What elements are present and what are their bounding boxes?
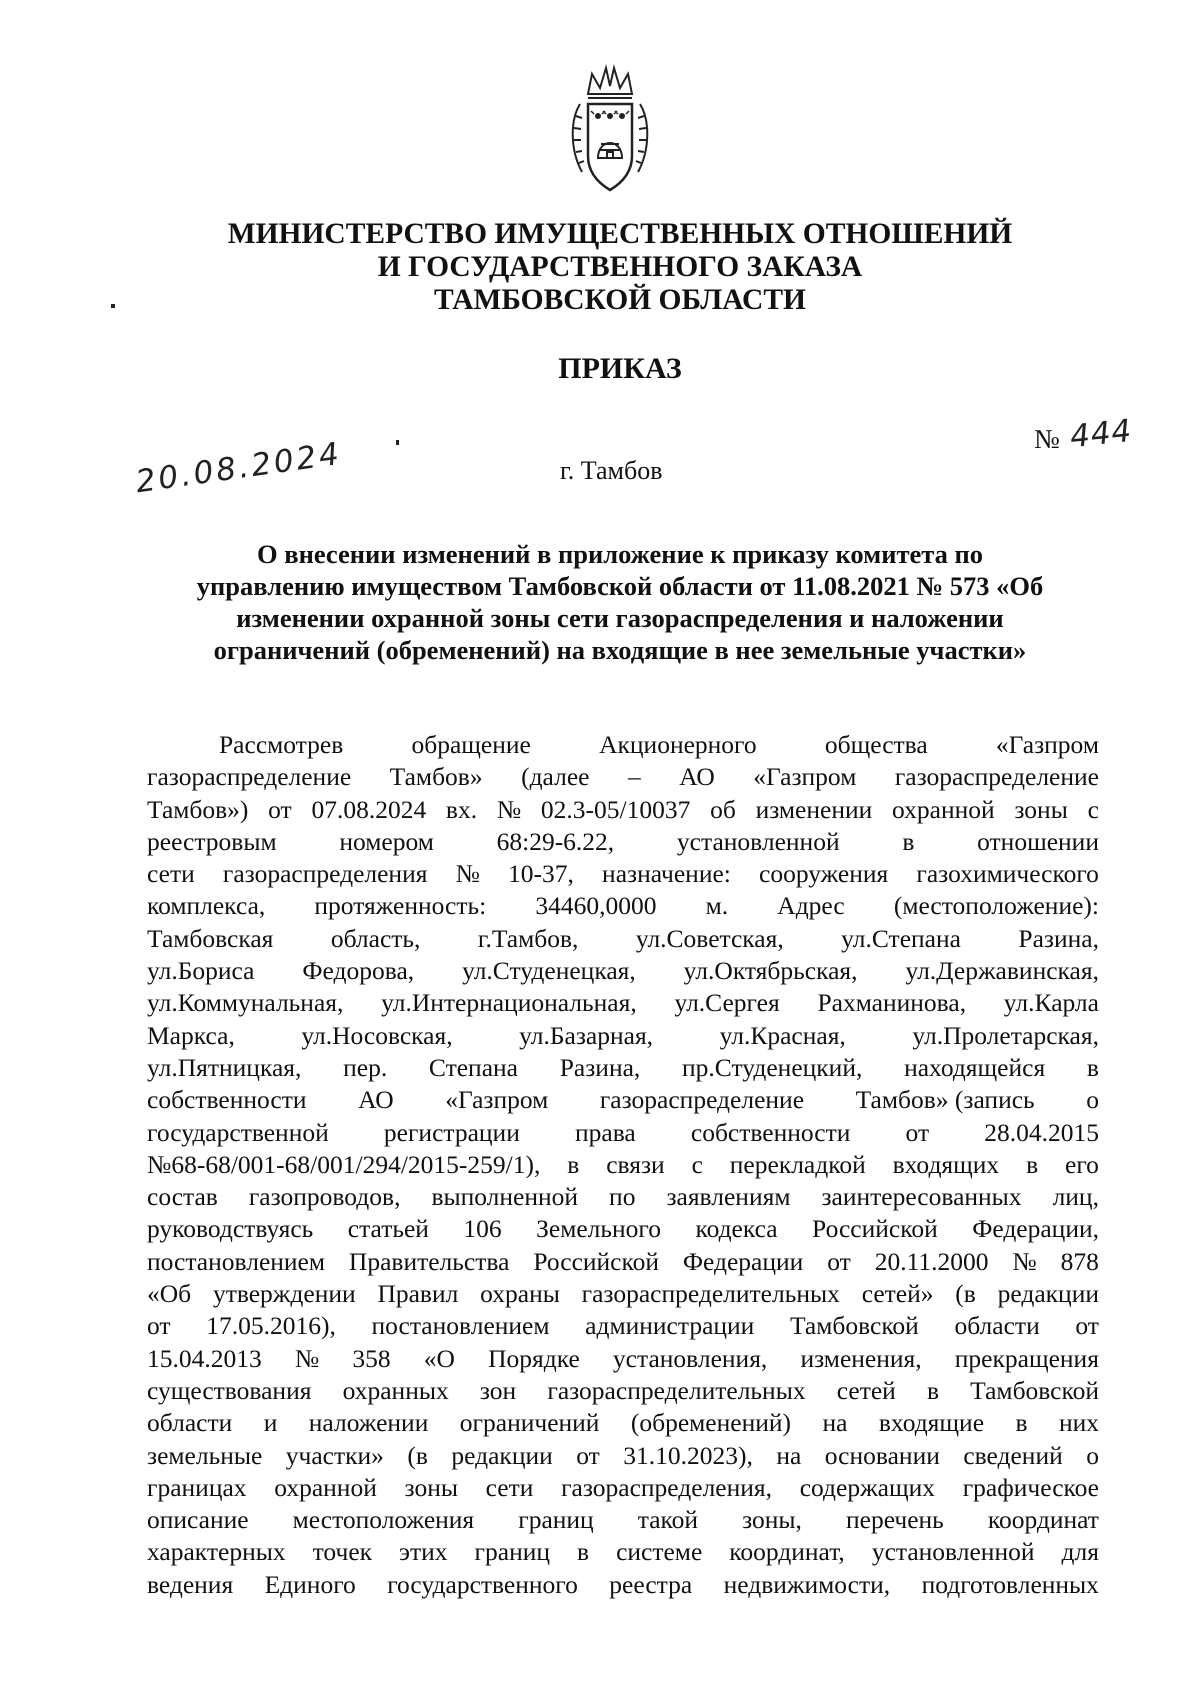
body-word: от (268, 794, 292, 824)
body-word: такой (637, 1505, 699, 1535)
body-word: ул.Октябрьская, (683, 956, 858, 986)
body-word: газопроводов, (248, 1182, 401, 1212)
ministry-name (120, 218, 1120, 317)
body-word: реестра (609, 1569, 693, 1599)
body-word: Рассмотрев (219, 730, 344, 759)
body-word: отношении (977, 826, 1099, 856)
body-word: перекладкой (729, 1149, 866, 1179)
body-line (147, 1020, 1099, 1052)
scan-mark (396, 440, 399, 445)
body-word: Степана (428, 1052, 518, 1082)
coat-of-arms-icon (566, 60, 654, 200)
body-line (147, 1440, 1099, 1472)
body-word: обращение (411, 730, 531, 759)
body-line (147, 729, 1099, 761)
body-word: № (1012, 1246, 1037, 1276)
body-word: 20.11.2000 (874, 1246, 989, 1276)
body-word: ведения (147, 1569, 234, 1599)
body-word: ул.Пятницкая, (147, 1052, 302, 1082)
body-word: редакции (451, 1440, 553, 1470)
body-word: – (627, 762, 641, 792)
body-word: Федерации (682, 1246, 804, 1276)
body-line (147, 1084, 1099, 1116)
body-word: границ (518, 1505, 594, 1535)
body-word: этих (399, 1537, 448, 1567)
body-word: в (1086, 1052, 1099, 1082)
body-word: от (827, 1246, 851, 1276)
body-word: в (902, 826, 915, 856)
body-word: лиц, (1052, 1182, 1099, 1212)
body-word: ул.Державинская, (905, 956, 1099, 986)
subject-line: изменении охранной зоны сети газораспределения и наложении (236, 603, 1004, 633)
body-word: права (575, 1117, 636, 1147)
body-word: АО (358, 1085, 394, 1115)
body-word: на (822, 1408, 848, 1438)
body-word: 358 (352, 1343, 391, 1373)
body-word: заинтересованных (821, 1182, 1022, 1212)
body-line (147, 1407, 1099, 1439)
body-word: газораспределения (222, 859, 428, 889)
subject-line: О внесении изменений в приложение к приказу комитета по (257, 539, 983, 569)
body-word: его (1065, 1149, 1099, 1179)
body-word: (далее (521, 762, 590, 792)
subject-line: управлению имуществом Тамбовской области от 11.08.2021 № 573 «Об (196, 571, 1044, 601)
body-word: «Об (147, 1279, 192, 1309)
body-word: об (710, 794, 736, 824)
body-word: Рахманинова, (817, 988, 967, 1018)
body-word: Тамбовской (789, 1311, 919, 1341)
body-word: утверждении (212, 1279, 356, 1309)
body-word: ул.Красная, (719, 1020, 846, 1050)
order-number: 444 (1068, 412, 1134, 456)
body-word: зон (479, 1375, 517, 1405)
body-word: сети (147, 859, 195, 889)
body-word: газораспределение (894, 762, 1099, 792)
body-word: на (776, 1440, 802, 1470)
order-date: 20.08.2024 (133, 435, 344, 501)
body-word: газораспределения, (561, 1472, 773, 1502)
body-word: области (147, 1408, 233, 1438)
body-word: графическое (962, 1472, 1099, 1502)
body-line (147, 1246, 1099, 1278)
body-word: 106 (463, 1214, 502, 1244)
body-line (147, 1343, 1099, 1375)
body-word: границ (474, 1537, 551, 1567)
body-word: них (1058, 1408, 1099, 1438)
body-word: Порядке (488, 1343, 580, 1373)
ministry-line: И ГОСУДАРСТВЕННОГО ЗАКАЗА (377, 251, 863, 283)
body-word: Тамбов» (запись (855, 1085, 1035, 1115)
body-word: Правительства (348, 1246, 510, 1276)
body-word: сетей» (861, 1279, 934, 1309)
body-word: пер. (343, 1052, 388, 1082)
body-word: протяженность: (314, 891, 487, 921)
body-word: Единого (264, 1569, 356, 1599)
body-word: «О (423, 1343, 455, 1373)
body-word: установленной (871, 1537, 1035, 1567)
body-word: Разина, (1018, 923, 1099, 953)
body-word: регистрации (383, 1117, 520, 1147)
body-word: ул.Советская, (635, 923, 784, 953)
ministry-line: МИНИСТЕРСТВО ИМУЩЕСТВЕННЫХ ОТНОШЕНИЙ (227, 218, 1013, 250)
body-word: 878 (1060, 1246, 1099, 1276)
body-word: (в (407, 1440, 428, 1470)
body-word: ул.Бориса (147, 956, 255, 986)
body-word: Федорова, (302, 956, 415, 986)
body-word: о (1086, 1440, 1099, 1470)
body-line (147, 1310, 1099, 1342)
body-word: прекращения (954, 1343, 1099, 1373)
body-line (147, 923, 1099, 955)
body-word: 02.3-05/10037 (540, 794, 691, 824)
body-word: 28.04.2015 (984, 1117, 1099, 1147)
body-word: ул.Степана (841, 923, 961, 953)
body-word: 31.10.2023), (623, 1440, 753, 1470)
body-line (147, 1278, 1099, 1310)
body-line (147, 1504, 1099, 1536)
body-word: ул.Коммунальная, (147, 988, 344, 1018)
body-line (147, 987, 1099, 1019)
body-word: содержащих (799, 1472, 936, 1502)
body-word: «Газпром (445, 1085, 549, 1115)
body-word: АО (679, 762, 715, 792)
body-word: Разина, (559, 1052, 641, 1082)
body-word: газораспределение (599, 1085, 805, 1115)
body-word: собственности (690, 1117, 851, 1147)
body-word: зоны (1014, 794, 1068, 824)
body-word: государственной (147, 1117, 329, 1147)
city: г. Тамбов (560, 456, 663, 485)
body-word: пр.Студенецкий, (682, 1052, 863, 1082)
body-line (147, 1375, 1099, 1407)
body-word: редакции (997, 1279, 1099, 1309)
scan-mark (111, 304, 115, 308)
body-word: Земельного (536, 1214, 661, 1244)
body-word: ул.Интернациональная, (381, 988, 637, 1018)
body-word: газораспределительных (581, 1279, 840, 1309)
body-word: существования (147, 1375, 312, 1405)
body-word: характерных (147, 1537, 286, 1567)
body-word: газохимического (916, 859, 1099, 889)
body-word: зоны (404, 1472, 458, 1502)
body-word: для (1061, 1537, 1099, 1567)
body-line (147, 794, 1099, 826)
body-line (147, 1052, 1099, 1084)
body-word: координат, (729, 1537, 845, 1567)
body-word: области (954, 1311, 1040, 1341)
body-word: связи (606, 1149, 665, 1179)
body-word: местоположения (292, 1505, 475, 1535)
body-line (147, 858, 1099, 890)
body-word: находящейся (904, 1052, 1046, 1082)
body-word: Тамбов» (389, 762, 483, 792)
body-word: № (496, 794, 522, 824)
body-word: №68-68/001-68/001/294/2015-259/1), (147, 1149, 541, 1179)
order-number-label: № (1034, 424, 1060, 454)
body-word: Маркса, (147, 1020, 235, 1050)
body-word: комплекса, (147, 891, 266, 921)
body-line (147, 1149, 1099, 1181)
body-word: установления, (612, 1343, 768, 1373)
body-word: номером (339, 826, 434, 856)
body-word: постановлением (147, 1246, 326, 1276)
body-word: Российской (812, 1214, 938, 1244)
body-word: охраны (480, 1279, 560, 1309)
body-line (147, 761, 1099, 793)
body-word: м. (705, 891, 729, 921)
body-word: в (577, 1537, 590, 1567)
body-word: область, (330, 923, 421, 953)
body-word: входящих (892, 1149, 1000, 1179)
body-word: (обременений) (630, 1408, 792, 1438)
body-word: охранной (274, 1472, 377, 1502)
body-word: Адрес (777, 891, 845, 921)
body-word: о (1086, 1085, 1099, 1115)
body-word: реестровым (147, 826, 277, 856)
body-word: от (576, 1440, 600, 1470)
body-word: выполненной (431, 1182, 579, 1212)
body-word: ул.Сергея (674, 988, 780, 1018)
body-word: сетей (836, 1375, 896, 1405)
body-word: назначение: (602, 859, 731, 889)
body-word: недвижимости, (723, 1569, 891, 1599)
body-word: № (294, 1343, 320, 1373)
body-word: статьей (347, 1214, 429, 1244)
body-word: состав (147, 1182, 218, 1212)
body-word: подготовленных (921, 1569, 1099, 1599)
body-word: перечень (845, 1505, 944, 1535)
body-word: входящие (878, 1408, 985, 1438)
body-word: изменения, (800, 1343, 922, 1373)
body-word: земельные (147, 1440, 263, 1470)
body-word: в (926, 1375, 940, 1405)
body-word: с (1087, 794, 1099, 824)
body-word: по (609, 1182, 636, 1212)
body-word: руководствуясь (147, 1214, 314, 1244)
body-word: в (1015, 1408, 1028, 1438)
body-word: ул.Носовская, (301, 1020, 453, 1050)
body-word: ул.Студенецкая, (462, 956, 636, 986)
body-line (147, 955, 1099, 987)
document-subject (160, 538, 1080, 666)
body-line (147, 1117, 1099, 1149)
body-word: описание (147, 1505, 249, 1535)
body-word: Акционерного (599, 730, 757, 759)
body-line (147, 1472, 1099, 1504)
body-word: ограничений (459, 1408, 600, 1438)
body-word: ул.Карла (1003, 988, 1099, 1018)
body-word: 10-37, (508, 859, 574, 889)
body-word: от (905, 1117, 930, 1147)
body-line (147, 826, 1099, 858)
body-word: сооружения (759, 859, 889, 889)
body-word: 68:29-6.22, (496, 826, 615, 856)
body-word: от (147, 1311, 171, 1341)
body-word: 15.04.2013 (147, 1343, 262, 1373)
body-word: установленной (676, 826, 840, 856)
body-word: г.Тамбов, (477, 923, 579, 953)
body-word: администрации (585, 1311, 755, 1341)
body-word: кодекса (695, 1214, 778, 1244)
body-word: в (567, 1149, 580, 1179)
body-word: 17.05.2016), (206, 1311, 336, 1341)
body-word: Федерации, (972, 1214, 1099, 1244)
body-word: общества (824, 730, 928, 759)
subject-line: ограничений (обременений) на входящие в нее земельные участки» (213, 635, 1027, 665)
document-type: ПРИКАЗ (558, 352, 682, 385)
body-line (147, 1181, 1099, 1213)
body-word: от (1075, 1311, 1099, 1341)
body-word: 34460,0000 (535, 891, 657, 921)
body-word: основании (824, 1440, 940, 1470)
body-word: и (263, 1408, 278, 1438)
body-word: в (1026, 1149, 1039, 1179)
body-word: 07.08.2024 (311, 794, 427, 824)
body-word: участки» (285, 1440, 384, 1470)
body-word: газораспределение (147, 762, 352, 792)
body-word: с (691, 1149, 703, 1179)
body-word: наложении (308, 1408, 429, 1438)
body-word: границах (147, 1472, 247, 1502)
body-word: точек (312, 1537, 373, 1567)
body-word: Тамбов») (147, 794, 249, 824)
body-word: (местоположение): (893, 891, 1099, 921)
ministry-line: ТАМБОВСКОЙ ОБЛАСТИ (434, 284, 806, 316)
body-line (147, 1569, 1099, 1601)
body-line (147, 890, 1099, 922)
body-word: собственности (147, 1085, 307, 1115)
body-word: ул.Базарная, (519, 1020, 654, 1050)
body-word: ул.Пролетарская, (912, 1020, 1099, 1050)
body-word: постановлением (371, 1311, 550, 1341)
body-line (147, 1213, 1099, 1245)
body-word: Тамбовская (147, 923, 274, 953)
body-word: Российской (533, 1246, 659, 1276)
body-word: координат (987, 1505, 1099, 1535)
body-word: «Газпром (753, 762, 857, 792)
body-word: заявлениям (666, 1182, 791, 1212)
body-text (147, 729, 1099, 1601)
body-word: вх. (445, 794, 478, 824)
body-word: сведений (963, 1440, 1063, 1470)
body-word: изменении (755, 794, 873, 824)
body-word: государственного (387, 1569, 578, 1599)
body-word: Тамбовской (970, 1375, 1099, 1405)
body-word: (в (955, 1279, 976, 1309)
body-word: сети (485, 1472, 534, 1502)
body-word: газораспределительных (547, 1375, 806, 1405)
body-word: Правил (377, 1279, 459, 1309)
body-word: зоны, (742, 1505, 802, 1535)
body-line (147, 1536, 1099, 1568)
body-word: «Газпром (995, 730, 1099, 759)
body-word: охранных (342, 1375, 449, 1405)
body-word: № (455, 859, 480, 889)
body-word: охранной (892, 794, 995, 824)
body-word: системе (616, 1537, 703, 1567)
